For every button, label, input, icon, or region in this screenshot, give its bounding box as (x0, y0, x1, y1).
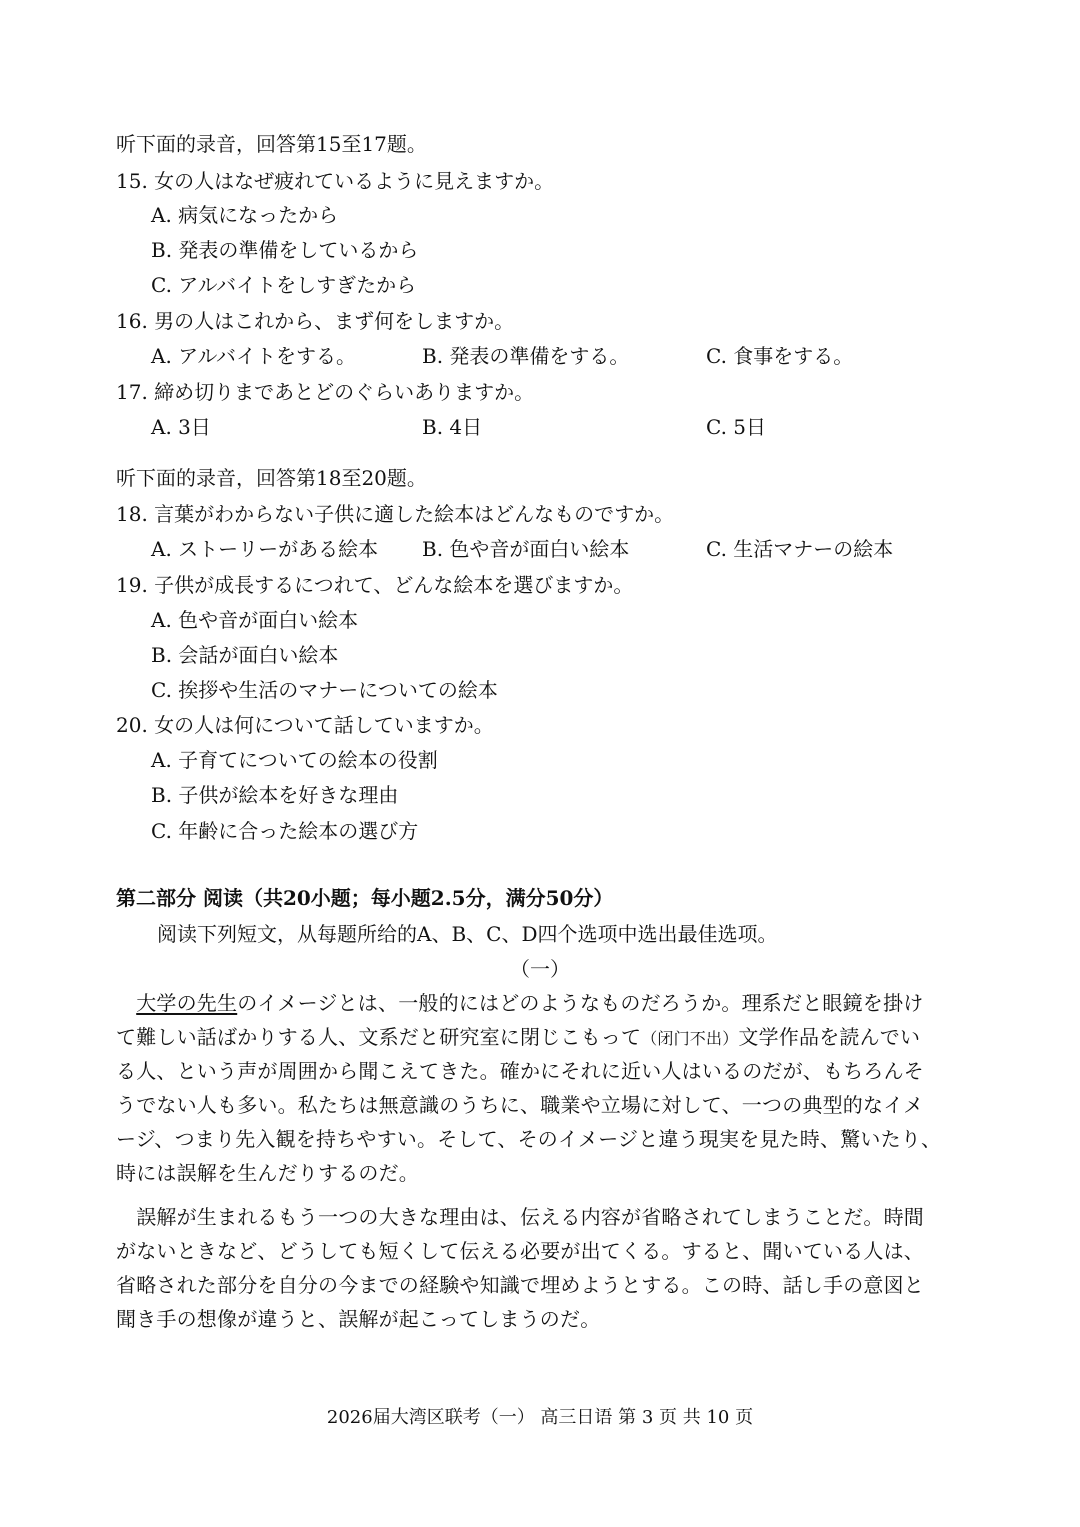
question-text: 言葉がわからない子供に適した絵本はどんなものですか。 (154, 502, 675, 526)
option-b: B. 発表の準備をしているから (151, 238, 419, 262)
paragraph-line (116, 989, 968, 1023)
paragraph-line: 時には誤解を生んだりするのだ。 (116, 1161, 419, 1185)
paragraph-line: る人、という声が周囲から聞こえてきた。確かにそれに近い人はいるのだが、もちろんそ (116, 1059, 924, 1083)
reading-instruction: 阅读下列短文，从每题所给的A、B、C、D四个选项中选出最佳选项。 (157, 922, 778, 946)
line-text: 文学作品を読んでい (738, 1025, 921, 1049)
line-text: のイメージとは、一般的にはどのようなものだろうか。理系だと眼鏡を掛け (237, 991, 924, 1015)
section-intro: 听下面的录音，回答第15至17题。 (116, 132, 427, 156)
passage-paragraph-2 (116, 1203, 968, 1339)
question-number: 20. (116, 713, 148, 737)
reading-heading: 第二部分 阅读（共20小题；每小题2.5分，满分50分） (116, 886, 614, 910)
question-number: 16. (116, 309, 148, 333)
question-text: 締め切りまであとどのぐらいありますか。 (154, 380, 535, 404)
passage-paragraph-1 (116, 989, 968, 1193)
option-c: C. 年齢に合った絵本の選び方 (151, 819, 419, 843)
option-a: A. アルバイトをする。 (151, 344, 356, 368)
paragraph-line (116, 1023, 968, 1057)
option-a: A. 病気になったから (151, 203, 339, 227)
option-b: B. 色や音が面白い絵本 (422, 537, 630, 561)
option-b: B. 発表の準備をする。 (422, 344, 630, 368)
question-number: 19. (116, 573, 148, 597)
option-a: A. 3日 (151, 415, 211, 439)
question-number: 15. (116, 169, 148, 193)
question-19 (116, 571, 633, 599)
question-15 (116, 167, 554, 195)
option-c: C. 生活マナーの絵本 (706, 537, 894, 561)
question-text: 女の人は何について話していますか。 (154, 713, 494, 737)
option-b: B. 子供が絵本を好きな理由 (151, 783, 399, 807)
paragraph-line: がないときなど、どうしても短くして伝える必要が出てくる。すると、聞いている人は、 (116, 1239, 924, 1263)
question-16 (116, 307, 514, 335)
paragraph-line: ージ、つまり先入観を持ちやすい。そして、そのイメージと違う現実を見た時、驚いたり、 (116, 1127, 942, 1151)
question-20 (116, 711, 494, 739)
page-footer: 2026届大湾区联考（一） 高三日语 第 3 页 共 10 页 (326, 1407, 754, 1428)
underlined-phrase: 大学の先生 (136, 991, 238, 1015)
paragraph-line: 省略された部分を自分の今までの経験や知識で埋めようとする。この時、話し手の意図と (116, 1273, 924, 1297)
paragraph-line: うでない人も多い。私たちは無意識のうちに、職業や立場に対して、一つの典型的なイメ (116, 1093, 924, 1117)
question-text: 女の人はなぜ疲れているように見えますか。 (154, 169, 555, 193)
line-text: 誤解が生まれるもう一つの大きな理由は、伝える内容が省略されてしまうことだ。時間 (136, 1205, 925, 1229)
option-b: B. 会話が面白い絵本 (151, 643, 339, 667)
option-c: C. 挨拶や生活のマナーについての絵本 (151, 678, 498, 702)
option-a: A. 色や音が面白い絵本 (151, 608, 359, 632)
question-number: 17. (116, 380, 148, 404)
question-number: 18. (116, 502, 148, 526)
question-17 (116, 378, 534, 406)
option-a: A. 子育てについての絵本の役割 (151, 748, 438, 772)
option-c: C. 食事をする。 (706, 344, 854, 368)
option-a: A. ストーリーがある絵本 (151, 537, 379, 561)
line-text: て難しい話ばかりする人、文系だと研究室に閉じこもって (116, 1025, 642, 1049)
question-18 (116, 500, 674, 528)
question-text: 子供が成長するにつれて、どんな絵本を選びますか。 (154, 573, 634, 597)
option-c: C. アルバイトをしすぎたから (151, 273, 417, 297)
section-intro: 听下面的录音，回答第18至20题。 (116, 466, 427, 490)
option-c: C. 5日 (706, 415, 767, 439)
gloss-note: （闭门不出） (641, 1029, 739, 1048)
paragraph-line: 聞き手の想像が違うと、誤解が起こってしまうのだ。 (116, 1307, 601, 1331)
option-b: B. 4日 (422, 415, 483, 439)
question-text: 男の人はこれから、まず何をしますか。 (154, 309, 515, 333)
paragraph-line (116, 1203, 968, 1237)
passage-number: （一） (510, 957, 570, 981)
